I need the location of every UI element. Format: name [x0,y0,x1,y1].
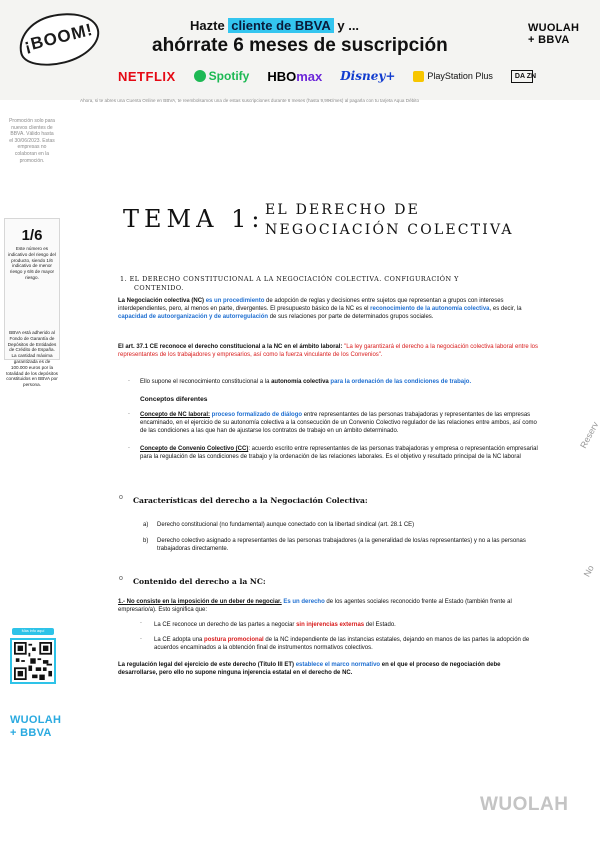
bullet: . [140,618,142,625]
contenido-sin-injerencias: La CE reconoce un derecho de las partes a negociar sin injerencias externas del Estado. [154,622,396,628]
section-1-heading: 1. EL DERECHO CONSTITUCIONAL A LA NEGOCIACIÓN COLECTIVA. CONFIGURACIÓN Y CONTENIDO. [120,275,459,292]
tema-title: EL DERECHO DE NEGOCIACIÓN COLECTIVA [265,202,514,238]
list-label-a: a) [143,522,149,528]
section-contenido: Contenido del derecho a la NC: [133,577,266,586]
boom-badge [13,5,105,73]
paragraph-art-37: El art. 37.1 CE reconoce el derecho constitucional a la NC en el ámbito laboral: "La ley garantizará el derecho a la negociación colectiva laboral entre los representantes de los trabajadores y empresarios, así como la fuerza vinculante de los Convenios". [118,344,538,358]
banner-subheadline: ahórrate 6 meses de suscripción [152,35,448,56]
watermark-reserv: Reserv [578,420,600,450]
bullet: . [128,376,130,383]
spotify-logo: Spotify [194,69,250,83]
wuolah-bbva-logo: WUOLAH + BBVA [528,22,580,46]
list-label-b: b) [143,538,149,544]
bullet: . [128,409,130,416]
netflix-logo: NETFLIX [118,68,176,84]
banner-headline: Hazte cliente de BBVA y ... [190,18,360,33]
contenido-regulacion-legal: La regulación legal del ejercicio de este derecho (Título III ET) establece el marco normativo en el que el proceso de negociación debe desarrollarse, pero ello no supone ninguna injerencia estatal en el derecho de NC. [118,662,501,676]
playstation-plus-logo: PlayStation Plus [413,71,493,82]
risk-number: 1/6 [21,227,43,244]
bullet: o [119,575,123,582]
banner-highlight: cliente de BBVA [228,18,333,33]
paragraph-nc-definition: La Negociación colectiva (NC) es un procedimiento de adopción de reglas y decisiones entre sujetos que representan a grupos con intereses interdependientes, pero, al menos en parte, divergentes. El presupuesto básico de la NC es el reconocimiento de la autonomía colectiva, es decir, la capacidad de autoorganización y de autorregulación de sus relaciones por parte de determinados grupos sociales. [118,298,522,320]
sidebar-promo-text: Promoción solo para nuevos clientes de BBVA. Válido hasta el 30/06/2023. Estas empresas no colaboran en la promoción. [9,118,55,164]
contenido-postura-promocional: La CE adopta una postura promocional de la NC independiente de las instancias estatales, dejando en manos de las partes la adopción de acuerdos encaminados a la obtención final de instrumentos normativos colectivos. [154,637,530,651]
tema-label: TEMA 1: [123,205,265,233]
deposit-guarantee-text: BBVA está adherido al Fondo de Garantía de Depósitos de Entidades de Crédito de España. La cantidad máxima garantizada es de 100.000 euros por la totalidad de los depósitos constituidos en BBVA por persona. [6,330,58,388]
qr-label[interactable]: Más info aquí [12,628,54,635]
dazn-logo: DA ZN [511,70,533,83]
bullet: . [140,634,142,641]
promo-banner[interactable] [0,0,600,100]
qr-code[interactable] [10,638,56,684]
conceptos-title: Conceptos diferentes [140,396,208,403]
hbomax-logo: HBOmax [267,68,323,84]
banner-logos [118,66,551,86]
section-caracteristicas: Características del derecho a la Negociación Colectiva: [133,496,368,505]
paragraph-autonomia: Ello supone el reconocimiento constitucional a la autonomía colectiva para la ordenación de las condiciones de trabajo. [140,379,472,385]
caracteristica-a: Derecho constitucional (no fundamental) aunque conectado con la libertad sindical (art. 28.1 CE) [157,522,415,528]
concepto-nc-laboral: Concepto de NC laboral: proceso formalizado de diálogo entre representantes de las personas trabajadoras y representantes de las empresas encaminado, en el ejercicio de su autonomía colectiva a la consecución de un Convenio Colectivo regulador de las relaciones entre ambos, así como de las condiciones a las que han de ajustarse los contratos de trabajo en un ámbito determinado. [140,412,537,434]
boom-badge-text: ¡BOOM! [22,19,96,56]
caracteristica-b: Derecho colectivo asignado a representantes de las personas trabajadores (a la generalidad de los/as representantes) y no a las personas trabajadoras directamente. [157,538,526,552]
spotify-icon [194,70,206,82]
risk-description: Este número es indicativo del riesgo del producto, siendo 1/6 indicativo de menor riesgo y 6/6 de mayor riesgo. [8,246,56,280]
bullet: . [128,443,130,450]
watermark-no: No [581,563,596,579]
disney-plus-logo: Disney+ [340,69,396,83]
playstation-icon [413,71,424,82]
bullet: o [119,494,123,501]
contenido-punto-1: 1.- No consiste en la imposición de un deber de negociar. Es un derecho de los agentes sociales reconocido frente al Estado (también frente al empresario/a). Esto significa que: [118,599,512,613]
qr-code-icon [14,642,52,680]
banner-disclaimer: Ahora, si te abres una Cuenta Online en BBVA, te reembolsamos una de estas suscripciones durante 6 meses (hasta 9,99€/mes) al pagarla con tu tarjeta Aqua Débito [80,98,420,103]
concepto-convenio-colectivo: Concepto de Convenio Colectivo (CC): acuerdo escrito entre representantes de las personas trabajadoras y empresa o representación empresarial para la regulación de las condiciones de trabajo y la ordenación de las relaciones laborales. Es el objetivo y resultado principal de la NC laboral [140,446,538,460]
sidebar-wuolah-bbva-logo: WUOLAH + BBVA [10,714,62,739]
watermark-wuolah: WUOLAH [480,794,569,815]
